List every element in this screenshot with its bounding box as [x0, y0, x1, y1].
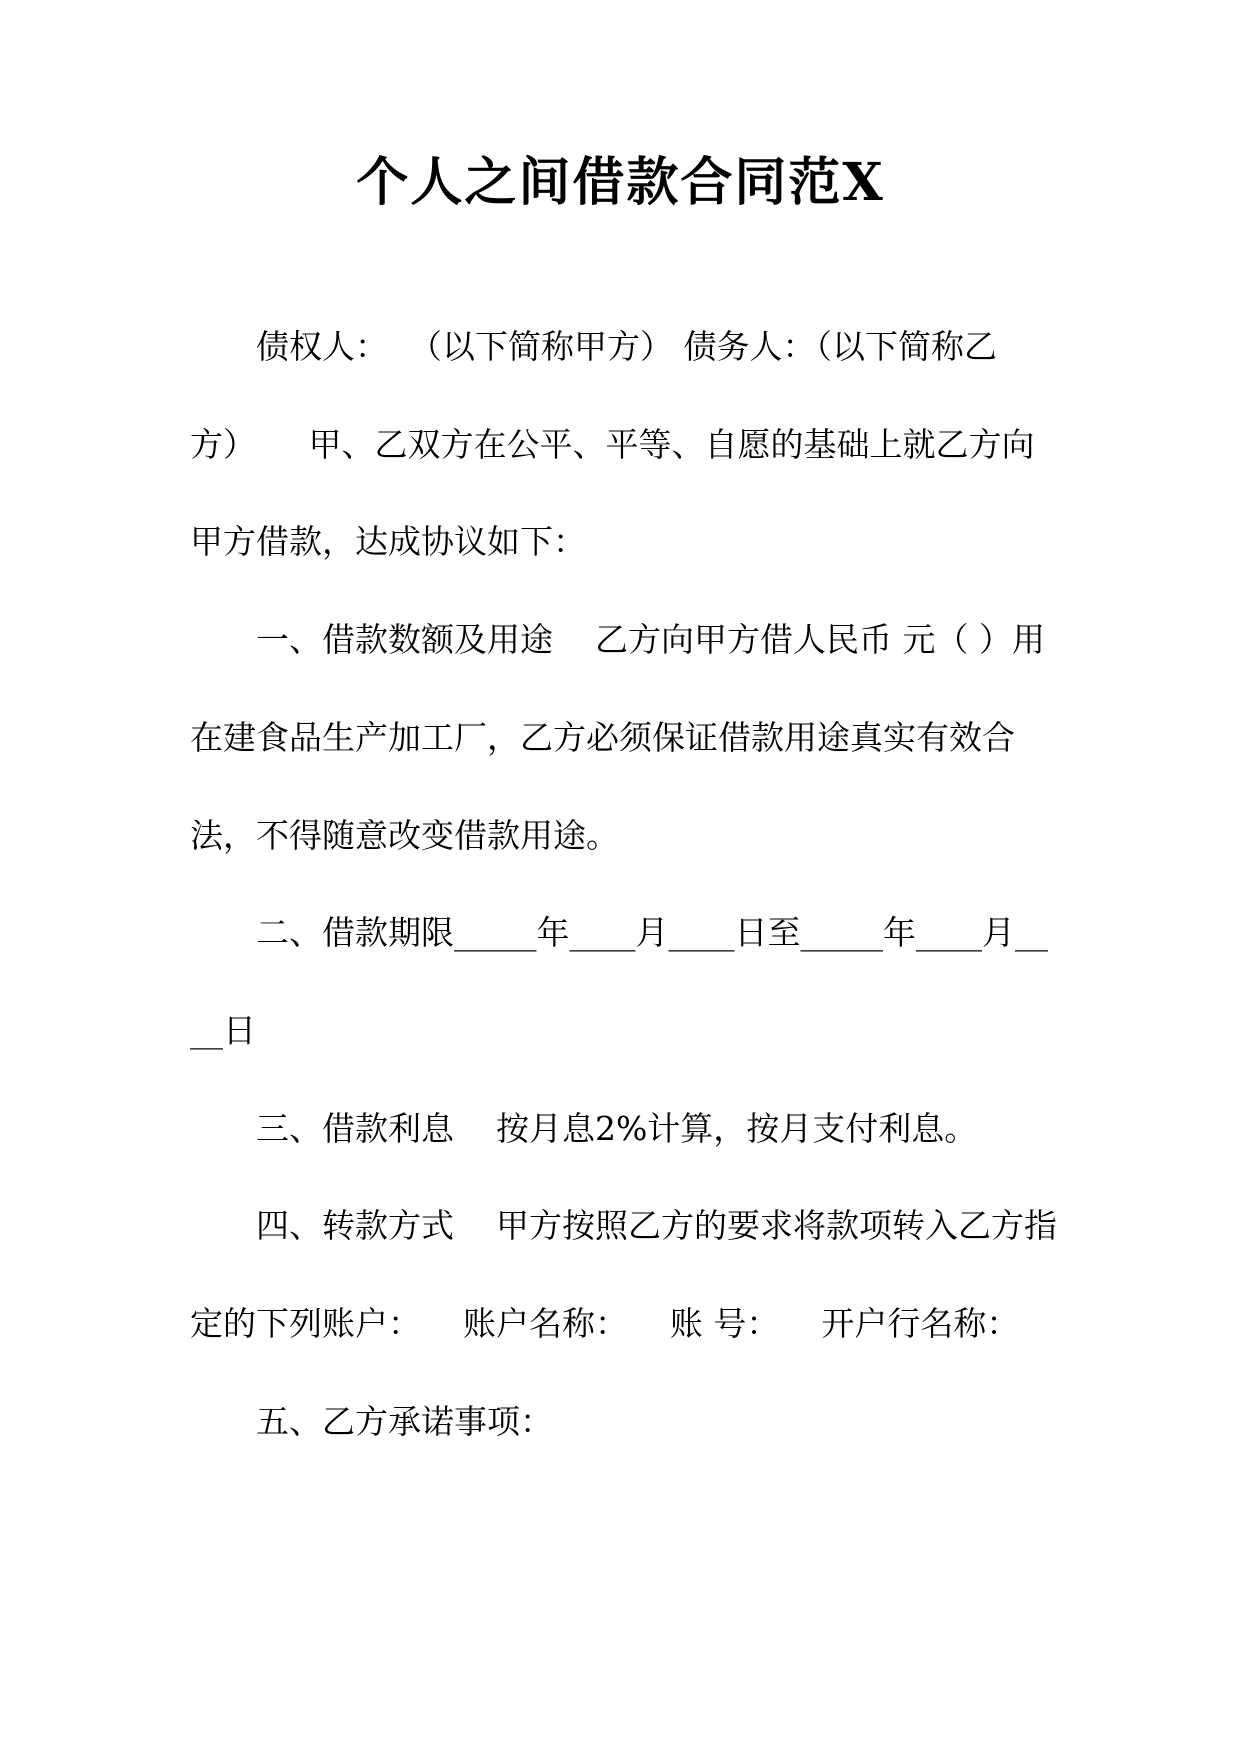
paragraph-loan-term: 二、借款期限_____年____月____日至_____年____月____日: [190, 913, 1048, 1050]
paragraph-parties: 债权人： （以下简称甲方） 债务人：（以下简称乙方） 甲、乙双方在公平、平等、自愿的基础上就乙方向甲方借款，达成协议如下：: [190, 327, 1035, 562]
paragraph-transfer-method: 四、转款方式 甲方按照乙方的要求将款项转入乙方指定的下列账户： 账户名称： 账 号： 开户行名称：: [190, 1206, 1057, 1344]
paragraph-interest: 三、借款利息 按月息2%计算，按月支付利息。: [256, 1108, 978, 1148]
paragraph-loan-amount: 一、借款数额及用途 乙方向甲方借人民币 元（ ）用在建食品生产加工厂，乙方必须保证借款用途真实有效合法，不得随意改变借款用途。: [190, 620, 1045, 855]
paragraph-borrower-commitments: 五、乙方承诺事项：: [256, 1401, 553, 1441]
document-body: [190, 298, 1060, 1470]
document-title: 个人之间借款合同范X: [356, 152, 885, 213]
